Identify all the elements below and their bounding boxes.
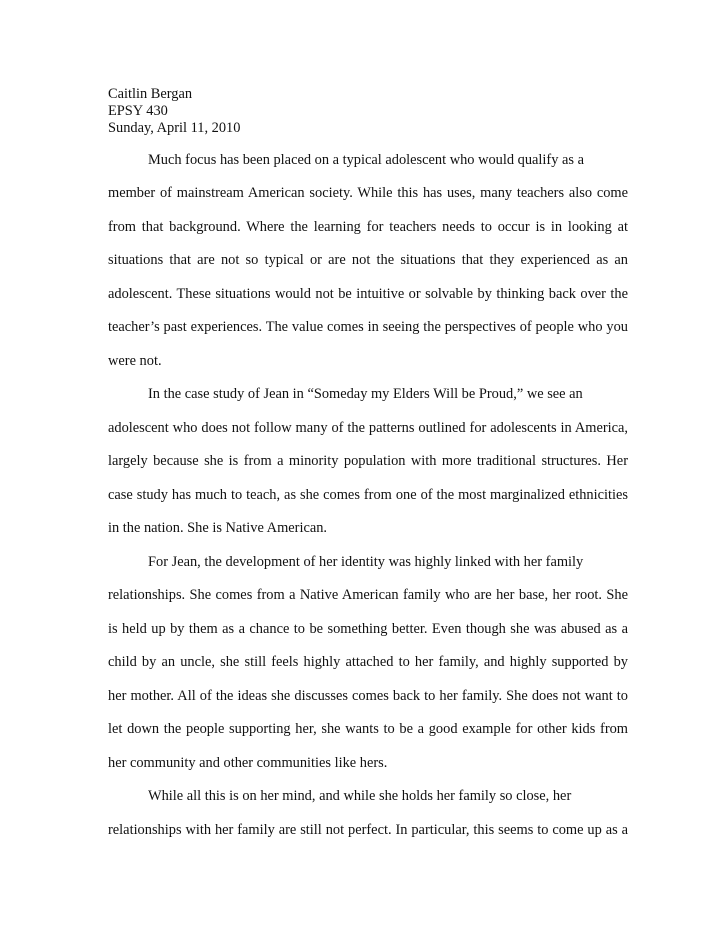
author-name: Caitlin Bergan — [108, 86, 193, 102]
paragraph-line: were not. — [108, 353, 162, 369]
paragraph-line: teacher’s past experiences. The value comes in seeing the perspectives of people who you — [108, 319, 628, 335]
course-code: EPSY 430 — [108, 103, 168, 119]
paragraph-line: her community and other communities like hers. — [108, 755, 388, 771]
paragraph-line: adolescent who does not follow many of the patterns outlined for adolescents in America, — [108, 420, 628, 436]
paragraph-line: her mother. All of the ideas she discusses comes back to her family. She does not want to — [108, 688, 628, 704]
paragraph-line: While all this is on her mind, and while she holds her family so close, her — [148, 788, 572, 804]
document-header — [108, 86, 240, 137]
paragraph-line: Much focus has been placed on a typical adolescent who would qualify as a — [148, 152, 584, 168]
paragraph-line: relationships with her family are still not perfect. In particular, this seems to come up as a — [108, 822, 628, 838]
paragraph-line: largely because she is from a minority population with more traditional structures. Her — [108, 453, 628, 469]
paragraph-line: relationships. She comes from a Native American family who are her base, her root. She — [108, 587, 628, 603]
paragraph-line: In the case study of Jean in “Someday my Elders Will be Proud,” we see an — [148, 386, 583, 402]
paragraph-line: member of mainstream American society. While this has uses, many teachers also come — [108, 185, 628, 201]
paragraph-line: from that background. Where the learning for teachers needs to occur is in looking at — [108, 219, 628, 235]
paragraph-line: For Jean, the development of her identity was highly linked with her family — [148, 554, 584, 570]
paragraph-line: is held up by them as a chance to be something better. Even though she was abused as a — [108, 621, 628, 637]
paragraph-line: child by an uncle, she still feels highly attached to her family, and highly supported by — [108, 654, 628, 670]
document-date: Sunday, April 11, 2010 — [108, 120, 241, 136]
paragraph-line: in the nation. She is Native American. — [108, 520, 328, 536]
paragraph-line: let down the people supporting her, she wants to be a good example for other kids from — [108, 721, 628, 737]
paragraph-line: case study has much to teach, as she comes from one of the most marginalized ethnicities — [108, 487, 628, 503]
paragraph-line: situations that are not so typical or are not the situations that they experienced as an — [108, 252, 628, 268]
paragraph-line: adolescent. These situations would not be intuitive or solvable by thinking back over the — [108, 286, 628, 302]
